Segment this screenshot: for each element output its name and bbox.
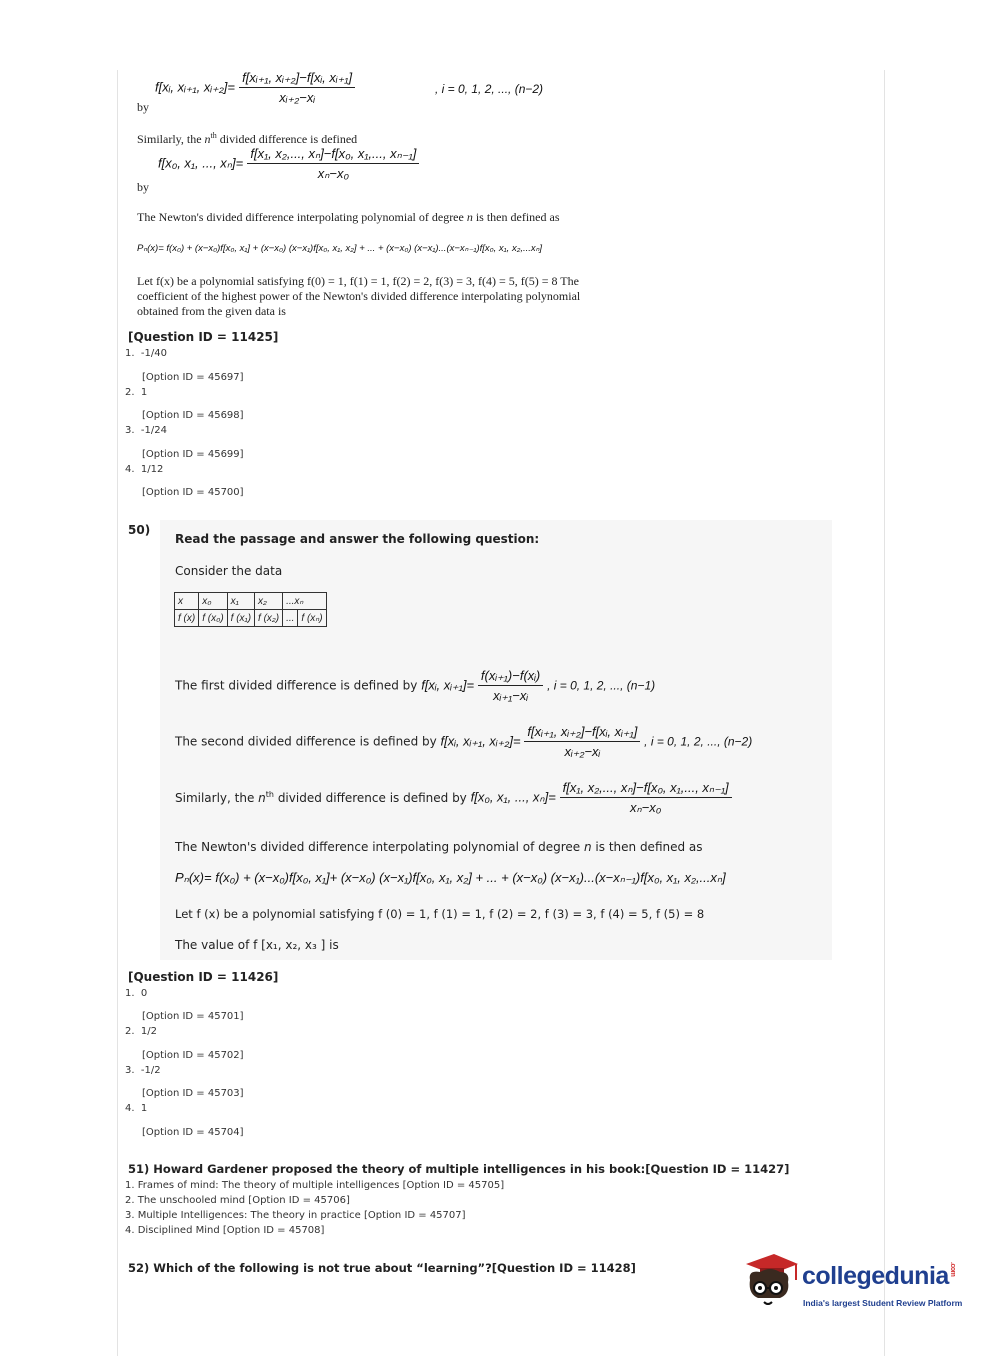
first-divided-difference-row <box>175 668 655 704</box>
option-id: [Option ID = 45703] <box>142 1088 244 1099</box>
table-row <box>175 610 327 627</box>
formula-fraction <box>524 724 640 760</box>
option-text: 1/12 <box>140 464 164 475</box>
value-question-text: The value of f [x₁, x₂, x₃ ] is <box>175 938 339 952</box>
option-number: 1. <box>125 348 135 359</box>
option-4 <box>125 1103 147 1114</box>
formula-fraction <box>560 780 732 816</box>
passage-instruction: Read the passage and answer the following question: <box>175 532 540 546</box>
formula-fraction <box>247 146 419 182</box>
fraction-numerator: f[xᵢ₊₁, xᵢ₊₂]−f[xᵢ, xᵢ₊₁] <box>239 70 355 88</box>
formula-fraction <box>239 70 355 106</box>
option-text: 1/2 <box>140 1026 157 1037</box>
option-number: 4. <box>125 1103 135 1114</box>
table-cell: x <box>175 593 199 610</box>
option-3: 3. Multiple Intelligences: The theory in practice [Option ID = 45707] <box>125 1210 466 1221</box>
option-4: 4. Disciplined Mind [Option ID = 45708] <box>125 1225 325 1236</box>
formula-lhs: f[xᵢ, xᵢ₊₁, xᵢ₊₂]= <box>155 79 236 95</box>
second-divided-difference-formula <box>155 70 355 106</box>
similarly-text: Similarly, the $n^{th}$ divided difference is defined <box>137 131 358 146</box>
option-3 <box>125 425 167 436</box>
question-52-text: 52) Which of the following is not true about “learning”?[Question ID = 11428] <box>128 1261 636 1275</box>
option-text: -1/2 <box>140 1065 161 1076</box>
option-text: 0 <box>140 988 148 999</box>
option-number: 3. <box>125 1065 135 1076</box>
newton-definition-text: The Newton's divided difference interpolating polynomial of degree n is then defined as <box>137 210 560 224</box>
option-text: -1/24 <box>140 425 167 436</box>
table-cell: f (x₂) <box>255 610 283 627</box>
brand-tagline: India's largest Student Review Platform <box>803 1298 963 1308</box>
fraction-numerator: f(xᵢ₊₁)−f(xᵢ) <box>478 668 543 686</box>
table-cell: f (x) <box>175 610 199 627</box>
definition-text: Similarly, the $n^{th}$ divided difference is defined by <box>175 789 467 805</box>
nth-divided-difference-row <box>175 780 732 816</box>
right-margin-line <box>884 70 885 1356</box>
consider-data-text: Consider the data <box>175 564 283 578</box>
newton-polynomial-formula: Pₙ(x)= f(x₀) + (x−x₀)f[x₀, x₁] + (x−x₀) (x−x₁)f[x₀, x₁, x₂] + ... + (x−x₀) (x−x₁)...(x−xₙ₋₁)f[x₀, x₁, x₂,...xₙ] <box>137 243 543 254</box>
option-3 <box>125 1065 161 1076</box>
table-cell: x₀ <box>199 593 227 610</box>
table-cell: f (x₁) <box>227 610 254 627</box>
question-number: 50) <box>128 523 151 537</box>
second-divided-difference-row <box>175 724 752 760</box>
formula-range: , i = 0, 1, 2, ..., (n−2) <box>435 82 544 96</box>
option-id: [Option ID = 45701] <box>142 1011 244 1022</box>
table-row <box>175 593 327 610</box>
option-number: 1. <box>125 988 135 999</box>
option-number: 2. <box>125 1026 135 1037</box>
table-cell: x₂ <box>255 593 283 610</box>
option-2 <box>125 387 147 398</box>
formula-range: , i = 0, 1, 2, ..., (n−2) <box>644 734 753 749</box>
fraction-numerator: f[xᵢ₊₁, xᵢ₊₂]−f[xᵢ, xᵢ₊₁] <box>524 724 640 742</box>
polynomial-condition-text: Let f (x) be a polynomial satisfying f (0) = 1, f (1) = 1, f (2) = 2, f (3) = 3, f (4) = 5, f (5) = 8 <box>175 907 705 921</box>
fraction-numerator: f[x₁, x₂,..., xₙ]−f[x₀, x₁,..., xₙ₋₁] <box>247 146 419 164</box>
table-cell: ... <box>283 610 298 627</box>
fraction-denominator: xₙ−x₀ <box>317 166 349 181</box>
option-4 <box>125 464 163 475</box>
option-id: [Option ID = 45697] <box>142 372 244 383</box>
definition-text: The second divided difference is defined by <box>175 734 437 749</box>
option-id: [Option ID = 45698] <box>142 410 244 421</box>
fraction-denominator: xᵢ₊₁−xᵢ <box>493 688 528 703</box>
problem-text-line-3: obtained from the given data is <box>137 304 286 318</box>
table-cell: f (x₀) <box>199 610 227 627</box>
option-text: -1/40 <box>140 348 167 359</box>
fraction-denominator: xₙ−x₀ <box>630 800 662 815</box>
table-cell: x₁ <box>227 593 254 610</box>
question-id: [Question ID = 11426] <box>128 970 279 984</box>
newton-polynomial-formula: Pₙ(x)= f(x₀) + (x−x₀)f[x₀, x₁]+ (x−x₀) (x−x₁)f[x₀, x₁, x₂] + ... + (x−x₀) (x−x₁)...(x−xₙ₋₁)f[x₀, x₁, x₂,...xₙ] <box>175 870 726 885</box>
definition-text: The first divided difference is defined by <box>175 678 418 693</box>
option-id: [Option ID = 45704] <box>142 1127 244 1138</box>
option-number: 3. <box>125 425 135 436</box>
brand-name <box>802 1262 956 1291</box>
by-label: by <box>137 100 149 114</box>
newton-definition-text: The Newton's divided difference interpolating polynomial of degree n is then defined as <box>175 840 703 854</box>
table-cell: ...xₙ <box>283 593 327 610</box>
formula-fraction <box>478 668 543 704</box>
fraction-numerator: f[x₁, x₂,..., xₙ]−f[x₀, x₁,..., xₙ₋₁] <box>560 780 732 798</box>
by-label: by <box>137 180 149 194</box>
formula-lhs: f[x₀, x₁, ..., xₙ]= <box>158 155 244 171</box>
fraction-denominator: xᵢ₊₂−xᵢ <box>564 744 601 759</box>
formula-range: , i = 0, 1, 2, ..., (n−1) <box>547 678 656 693</box>
left-margin-line <box>117 70 118 1356</box>
brand-suffix: .com <box>948 1262 956 1277</box>
formula-lhs: f[xᵢ, xᵢ₊₁]= <box>421 677 475 693</box>
option-number: 4. <box>125 464 135 475</box>
option-id: [Option ID = 45700] <box>142 487 244 498</box>
option-1 <box>125 348 167 359</box>
formula-lhs: f[xᵢ, xᵢ₊₁, xᵢ₊₂]= <box>440 733 521 749</box>
option-id: [Option ID = 45702] <box>142 1050 244 1061</box>
option-2: 2. The unschooled mind [Option ID = 45706] <box>125 1195 350 1206</box>
option-1: 1. Frames of mind: The theory of multiple intelligences [Option ID = 45705] <box>125 1180 505 1191</box>
option-2 <box>125 1026 157 1037</box>
question-id: [Question ID = 11425] <box>128 330 279 344</box>
formula-lhs: f[x₀, x₁, ..., xₙ]= <box>470 789 556 805</box>
brand-wordmark: collegedunia <box>802 1262 949 1290</box>
collegedunia-mascot-icon <box>740 1250 800 1310</box>
problem-text-line-2: coefficient of the highest power of the Newton's divided difference interpolating polynomial <box>137 289 581 303</box>
problem-text-line-1: Let f(x) be a polynomial satisfying f(0) = 1, f(1) = 1, f(2) = 2, f(3) = 3, f(4) = 5, f(5) = 8 The <box>137 274 579 288</box>
option-1 <box>125 988 147 999</box>
nth-divided-difference-formula <box>158 146 419 182</box>
table-cell: f (xₙ) <box>298 610 326 627</box>
option-number: 2. <box>125 387 135 398</box>
option-text: 1 <box>140 1103 148 1114</box>
fraction-denominator: xᵢ₊₂−xᵢ <box>279 90 315 105</box>
question-51-text: 51) Howard Gardener proposed the theory of multiple intelligences in his book:[Question ID = 11427] <box>128 1162 790 1176</box>
option-id: [Option ID = 45699] <box>142 449 244 460</box>
data-table <box>174 592 327 627</box>
option-text: 1 <box>140 387 148 398</box>
